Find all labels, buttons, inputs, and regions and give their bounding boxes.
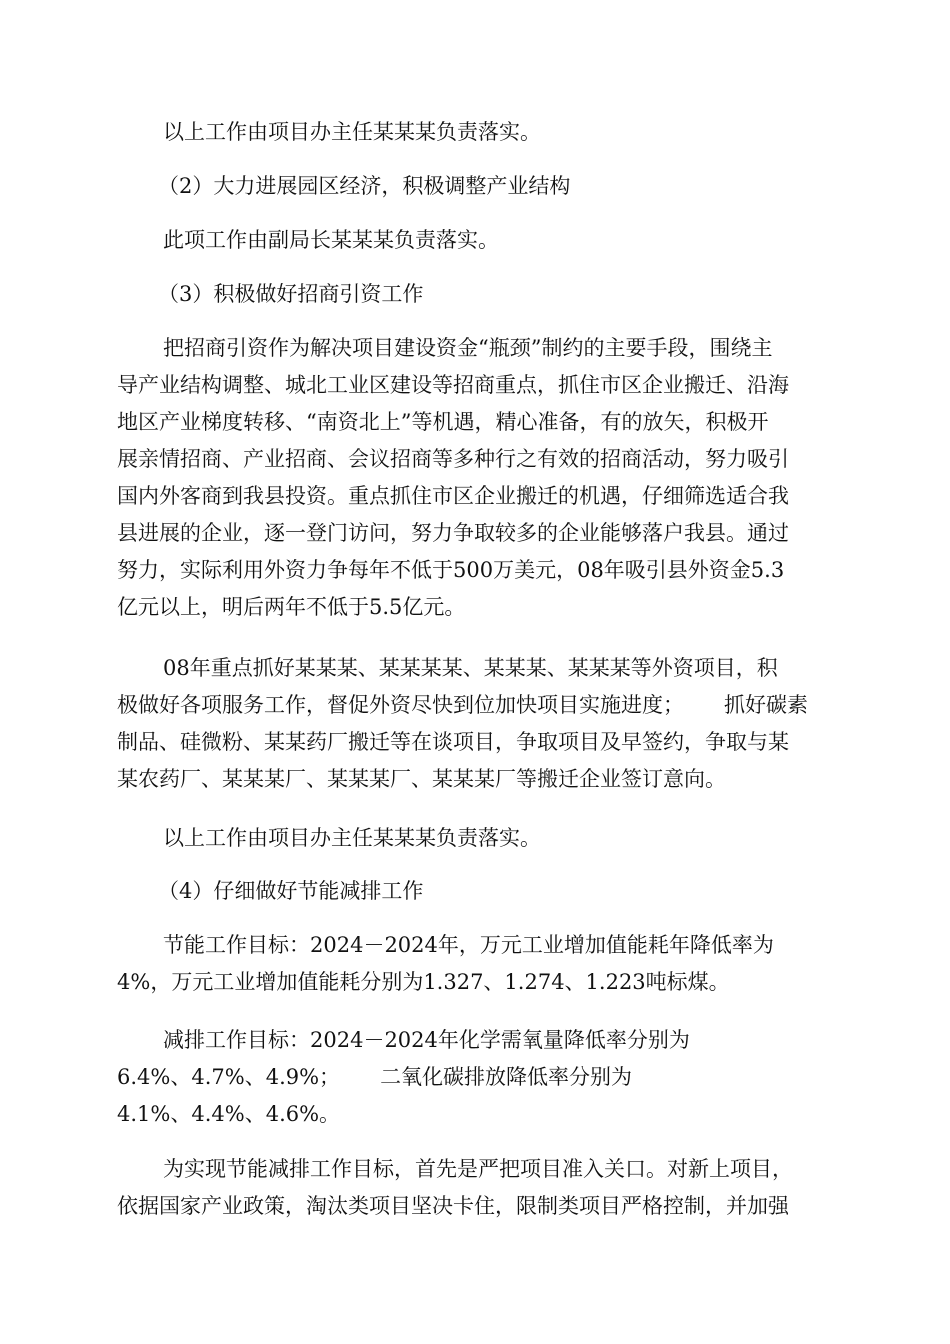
paragraph-emission-target-line: 减排工作目标：2024－2024年化学需氧量降低率分别为	[163, 1028, 690, 1052]
paragraph-investment-line: 努力，实际利用外资力争每年不低于500万美元，08年吸引县外资金5.3	[117, 558, 785, 582]
paragraph-investment-line: 导产业结构调整、城北工业区建设等招商重点，抓住市区企业搬迁、沿海	[117, 373, 789, 397]
paragraph-emission-target-line: 6.4%、4.7%、4.9%； 二氧化碳排放降低率分别为	[117, 1065, 633, 1089]
paragraph-foreign-projects-line: 制品、硅微粉、某某药厂搬迁等在谈项目，争取项目及早签约，争取与某	[117, 730, 789, 754]
paragraph-investment-line: 县进展的企业，逐一登门访问，努力争取较多的企业能够落户我县。通过	[117, 521, 789, 545]
paragraph-foreign-projects-line: 极做好各项服务工作，督促外资尽快到位加快项目实施进度； 抓好碳素	[117, 693, 808, 717]
paragraph-project-access-line: 依据国家产业政策，淘汰类项目坚决卡住，限制类项目严格控制，并加强	[117, 1194, 789, 1218]
heading-park-economy: （2）大力进展园区经济，积极调整产业结构	[158, 174, 571, 198]
paragraph-project-access-line: 为实现节能减排工作目标，首先是严把项目准入关口。对新上项目，	[163, 1157, 793, 1181]
paragraph-foreign-projects-line: 某农药厂、某某某厂、某某某厂、某某某厂等搬迁企业签订意向。	[117, 767, 726, 791]
paragraph-investment-line: 展亲情招商、产业招商、会议招商等多种行之有效的招商活动，努力吸引	[117, 447, 789, 471]
paragraph-investment-line: 亿元以上，明后两年不低于5.5亿元。	[117, 595, 466, 619]
paragraph-foreign-projects-line: 08年重点抓好某某某、某某某某、某某某、某某某等外资项目，积	[163, 656, 778, 680]
paragraph-investment-line: 把招商引资作为解决项目建设资金“瓶颈”制约的主要手段，围绕主	[163, 336, 773, 360]
paragraph-responsibility-2: 此项工作由副局长某某某负责落实。	[163, 228, 499, 252]
paragraph-energy-target-line: 节能工作目标：2024－2024年，万元工业增加值能耗年降低率为	[163, 933, 774, 957]
heading-energy-saving: （4）仔细做好节能减排工作	[158, 879, 424, 903]
paragraph-responsibility-1: 以上工作由项目办主任某某某负责落实。	[163, 120, 541, 144]
paragraph-investment-line: 地区产业梯度转移、“南资北上”等机遇，精心准备，有的放矢，积极开	[117, 410, 769, 434]
paragraph-investment-line: 国内外客商到我县投资。重点抓住市区企业搬迁的机遇，仔细筛选适合我	[117, 484, 789, 508]
paragraph-emission-target-line: 4.1%、4.4%、4.6%。	[117, 1102, 341, 1126]
heading-investment-attraction: （3）积极做好招商引资工作	[158, 282, 424, 306]
paragraph-energy-target-line: 4%，万元工业增加值能耗分别为1.327、1.274、1.223吨标煤。	[117, 970, 730, 994]
paragraph-responsibility-3: 以上工作由项目办主任某某某负责落实。	[163, 826, 541, 850]
